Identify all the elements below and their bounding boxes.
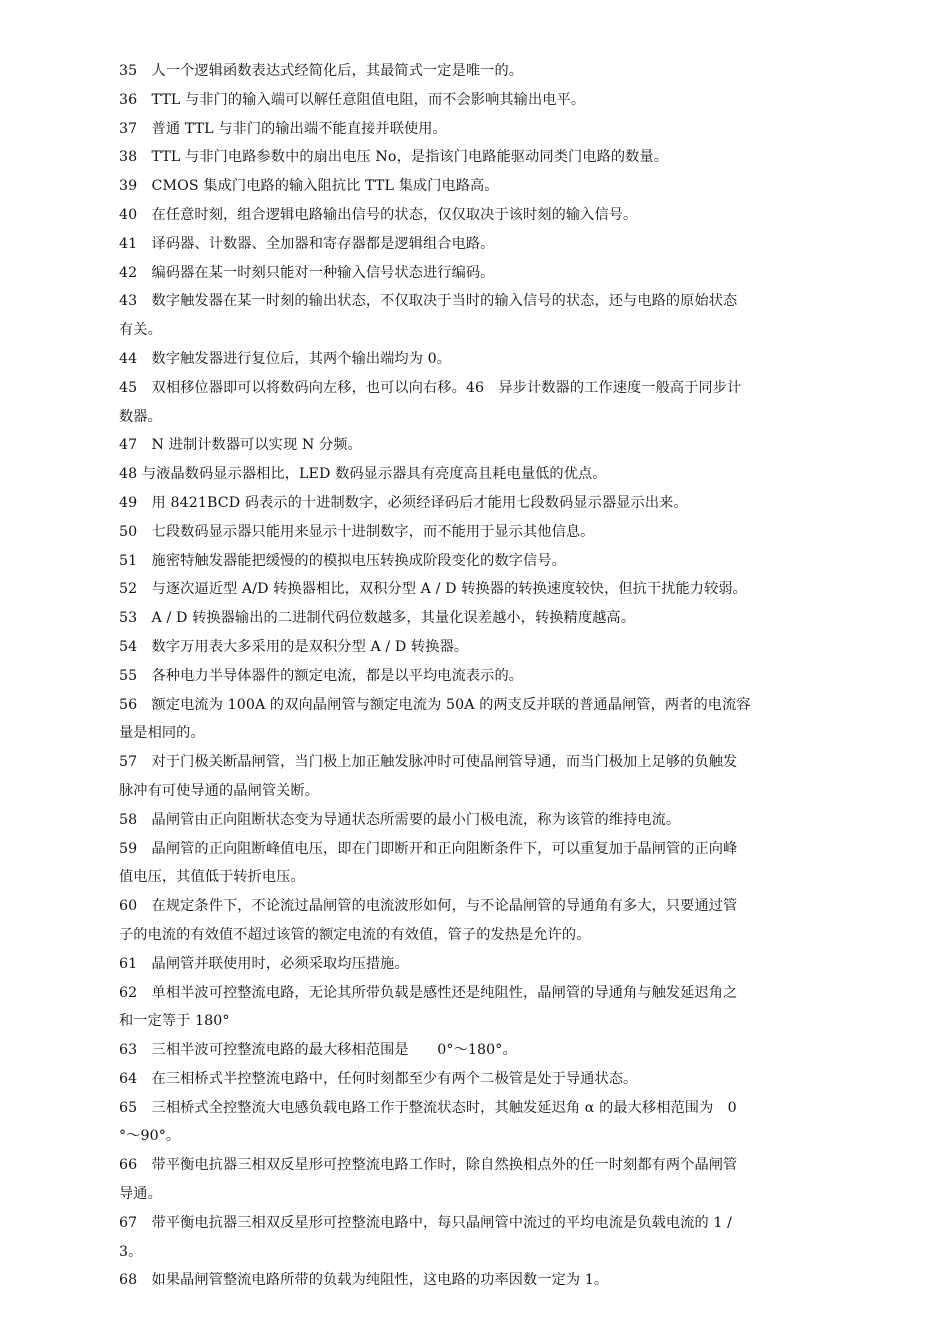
text-line: °～90°。 bbox=[119, 1128, 181, 1145]
text-line: 42 编码器在某一时刻只能对一种输入信号状态进行编码。 bbox=[119, 264, 495, 281]
text-line: 60 在规定条件下，不论流过晶闸管的电流波形如何，与不论晶闸管的导通角有多大，只要通过管 bbox=[119, 898, 738, 915]
text-line: 35 人一个逻辑函数表达式经简化后，其最简式一定是唯一的。 bbox=[119, 63, 524, 79]
text-line: 和一定等于 180° bbox=[119, 1013, 230, 1030]
text-line: 47 N 进制计数器可以实现 N 分频。 bbox=[119, 437, 362, 454]
text-line: 数器。 bbox=[119, 408, 162, 425]
text-line: 子的电流的有效值不超过该管的额定电流的有效值，管子的发热是允许的。 bbox=[119, 926, 591, 943]
text-line: 导通。 bbox=[119, 1186, 162, 1203]
text-line: 62 单相半波可控整流电路，无论其所带负载是感性还是纯阻性，晶闸管的导通角与触发延迟角之 bbox=[119, 984, 738, 1001]
text-line: 41 译码器、计数器、全加器和寄存器都是逻辑组合电路。 bbox=[119, 235, 495, 252]
text-line: 39 CMOS 集成门电路的输入阻抗比 TTL 集成门电路高。 bbox=[119, 178, 499, 195]
text-line: 48 与液晶数码显示器相比，LED 数码显示器具有亮度高且耗电量低的优点。 bbox=[119, 466, 607, 483]
text-line: 43 数字触发器在某一时刻的输出状态，不仅取决于当时的输入信号的状态，还与电路的原始状态 bbox=[119, 293, 738, 310]
text-line: 52 与逐次逼近型 A/D 转换器相比，双积分型 A / D 转换器的转换速度较快，但抗干扰能力较弱。 bbox=[119, 581, 747, 598]
text-line: 55 各种电力半导体器件的额定电流，都是以平均电流表示的。 bbox=[119, 667, 524, 684]
text-line: 38 TTL 与非门电路参数中的扇出电压 No，是指该门电路能驱动同类门电路的数量。 bbox=[119, 149, 669, 166]
text-line: 57 对于门极关断晶闸管，当门极上加正触发脉冲时可使晶闸管导通，而当门极加上足够的负触发 bbox=[119, 754, 738, 771]
text-line: 53 A / D 转换器输出的二进制代码位数越多，其量化误差越小，转换精度越高。 bbox=[119, 610, 635, 627]
text-line: 37 普通 TTL 与非门的输出端不能直接并联使用。 bbox=[119, 120, 447, 137]
text-line: 44 数字触发器进行复位后，其两个输出端均为 0。 bbox=[119, 350, 452, 367]
text-line: 40 在任意时刻，组合逻辑电路输出信号的状态，仅仅取决于该时刻的输入信号。 bbox=[119, 206, 638, 223]
text-line: 63 三相半波可控整流电路的最大移相范围是 0°～180°。 bbox=[119, 1042, 517, 1059]
text-line: 有关。 bbox=[119, 322, 162, 339]
text-line: 65 三相桥式全控整流大电感负载电路工作于整流状态时，其触发延迟角 α 的最大移相范围为 0 bbox=[119, 1099, 737, 1116]
text-line: 58 晶闸管由正向阻断状态变为导通状态所需要的最小门极电流，称为该管的维持电流。 bbox=[119, 811, 681, 828]
text-line: 64 在三相桥式半控整流电路中，任何时刻都至少有两个二极管是处于导通状态。 bbox=[119, 1070, 638, 1087]
text-line: 50 七段数码显示器只能用来显示十进制数字，而不能用于显示其他信息。 bbox=[119, 523, 595, 540]
text-line: 67 带平衡电抗器三相双反星形可控整流电路中，每只晶闸管中流过的平均电流是负载电流的 1 / bbox=[119, 1214, 732, 1231]
text-line: 61 晶闸管并联使用时，必须采取均压措施。 bbox=[119, 955, 409, 972]
text-line: 值电压，其值低于转折电压。 bbox=[119, 869, 305, 886]
document-page bbox=[119, 57, 835, 1295]
text-line: 3。 bbox=[119, 1243, 143, 1260]
text-line: 68 如果晶闸管整流电路所带的负载为纯阻性，这电路的功率因数一定为 1。 bbox=[119, 1272, 609, 1289]
text-line: 45 双相移位器即可以将数码向左移，也可以向右移。46 异步计数器的工作速度一般高于同步计 bbox=[119, 379, 742, 396]
text-line: 49 用 8421BCD 码表示的十进制数字，必须经译码后才能用七段数码显示器显示出来。 bbox=[119, 494, 688, 511]
text-line: 56 额定电流为 100A 的双向晶闸管与额定电流为 50A 的两支反并联的普通晶闸管，两者的电流容 bbox=[119, 696, 751, 713]
text-line: 59 晶闸管的正向阻断峰值电压，即在门即断开和正向阻断条件下，可以重复加于晶闸管的正向峰 bbox=[119, 840, 738, 857]
text-line: 51 施密特触发器能把缓慢的的模拟电压转换成阶段变化的数字信号。 bbox=[119, 552, 566, 569]
text-line: 36 TTL 与非门的输入端可以解任意阻值电阻，而不会影响其输出电平。 bbox=[119, 91, 586, 108]
text-line: 54 数字万用表大多采用的是双积分型 A / D 转换器。 bbox=[119, 638, 469, 655]
text-line: 量是相同的。 bbox=[119, 725, 205, 742]
text-line: 脉冲有可使导通的晶闸管关断。 bbox=[119, 782, 320, 799]
text-line: 66 带平衡电抗器三相双反星形可控整流电路工作时，除自然换相点外的任一时刻都有两个晶闸管 bbox=[119, 1157, 738, 1174]
